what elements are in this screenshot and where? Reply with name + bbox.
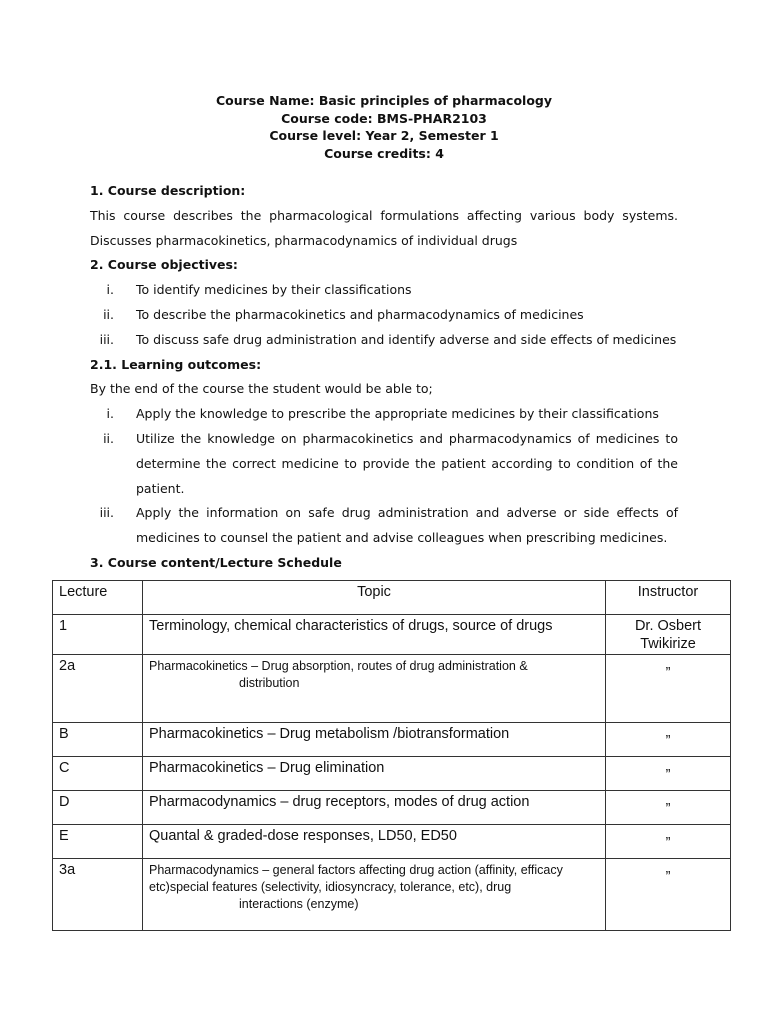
table-row	[53, 859, 731, 931]
outcome-item: iii. Apply the information on safe drug administration and adverse or side effects of medicines to counsel the patient and advise colleagues when prescribing medicines.	[99, 505, 678, 546]
description-heading: 1. Course description:	[90, 183, 246, 198]
column-header-topic: Topic	[143, 581, 606, 615]
lecture-cell: 3a	[53, 859, 143, 931]
lecture-cell: E	[53, 825, 143, 859]
course-body	[90, 179, 678, 576]
course-credits: Course credits: 4	[324, 145, 444, 161]
objectives-heading: 2. Course objectives:	[90, 257, 238, 273]
table-row	[53, 655, 731, 723]
course-header	[0, 92, 768, 162]
course-code: Course code: BMS-PHAR2103	[281, 110, 487, 126]
outcomes-intro: By the end of the course the student would be able to;	[90, 381, 433, 397]
table-header-row	[53, 581, 731, 615]
lecture-cell: D	[53, 791, 143, 825]
table-row	[53, 825, 731, 859]
instructor-cell: Dr. Osbert Twikirize	[606, 615, 731, 655]
topic-cell: Pharmacokinetics – Drug absorption, routes of drug administration & distribution	[143, 655, 606, 723]
instructor-cell: ”	[606, 791, 731, 825]
topic-cell: Quantal & graded-dose responses, LD50, ED50	[143, 825, 606, 859]
lecture-cell: 2a	[53, 655, 143, 723]
objective-item: i. To identify medicines by their classifications	[106, 282, 412, 298]
lecture-schedule-table	[52, 580, 731, 931]
table-row	[53, 791, 731, 825]
description-line: Discusses pharmacokinetics, pharmacodynamics of individual drugs	[90, 232, 518, 248]
description-line: This course describes the pharmacological formulations affecting various body systems.	[90, 207, 678, 223]
instructor-cell: ”	[606, 859, 731, 931]
lecture-cell: C	[53, 757, 143, 791]
topic-cell: Pharmacokinetics – Drug elimination	[143, 757, 606, 791]
schedule-heading: 3. Course content/Lecture Schedule	[90, 554, 342, 570]
course-name: Course Name: Basic principles of pharmacology	[215, 93, 553, 108]
topic-cell: Terminology, chemical characteristics of drugs, source of drugs	[143, 615, 606, 655]
column-header-lecture: Lecture	[53, 581, 143, 615]
column-header-instructor: Instructor	[606, 581, 731, 615]
outcomes-heading: 2.1. Learning outcomes:	[90, 356, 262, 372]
instructor-cell: ”	[606, 723, 731, 757]
instructor-cell: ”	[606, 825, 731, 859]
objective-item: ii. To describe the pharmacokinetics and pharmacodynamics of medicines	[103, 306, 584, 322]
instructor-cell: ”	[606, 757, 731, 791]
outcome-item: ii. Utilize the knowledge on pharmacokinetics and pharmacodynamics of medicines to determine the correct medicine to provide the patient according to condition of the patient.	[103, 430, 678, 496]
topic-cell: Pharmacokinetics – Drug metabolism /biotransformation	[143, 723, 606, 757]
table-row	[53, 757, 731, 791]
table-row	[53, 615, 731, 655]
course-level: Course level: Year 2, Semester 1	[269, 128, 499, 143]
topic-cell: Pharmacodynamics – general factors affecting drug action (affinity, efficacy etc)special features (selectivity, idiosyncracy, tolerance, etc), drug interactions (enzyme)	[143, 859, 606, 931]
outcome-item: i. Apply the knowledge to prescribe the appropriate medicines by their classifications	[106, 406, 659, 422]
topic-cell: Pharmacodynamics – drug receptors, modes of drug action	[143, 791, 606, 825]
table-row	[53, 723, 731, 757]
lecture-cell: 1	[53, 615, 143, 655]
lecture-cell: B	[53, 723, 143, 757]
objective-item: iii. To discuss safe drug administration and identify adverse and side effects of medicines	[99, 331, 677, 347]
instructor-cell: ”	[606, 655, 731, 723]
